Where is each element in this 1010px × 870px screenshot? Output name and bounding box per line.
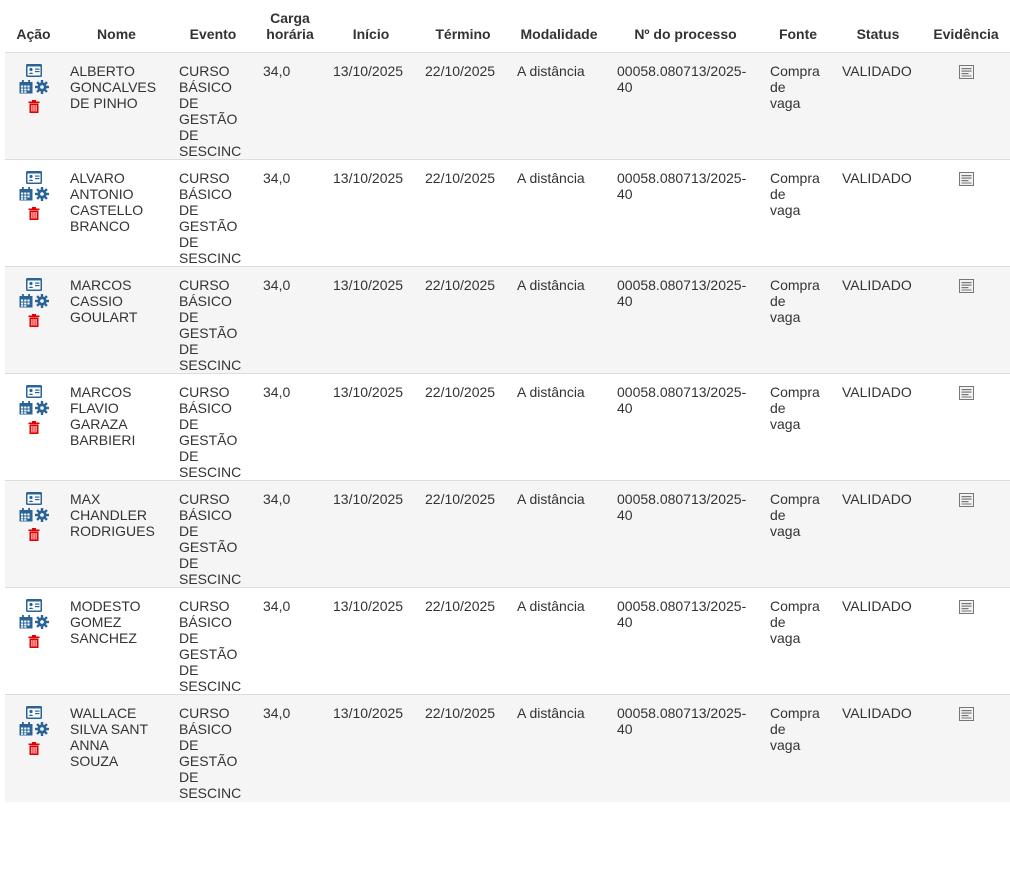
id-card-icon[interactable] xyxy=(26,278,42,291)
calendar-icon[interactable] xyxy=(19,722,33,736)
nome-line: WALLACE xyxy=(70,705,137,721)
nome-line: ANNA xyxy=(70,737,109,753)
evento-line: DE xyxy=(179,555,199,571)
evento-line: BÁSICO xyxy=(179,614,232,630)
fonte-line: de xyxy=(770,186,786,202)
inicio-cell: 13/10/2025 xyxy=(325,481,417,588)
processo-cell xyxy=(609,481,762,588)
header-evento: Evento xyxy=(171,0,255,53)
fonte-line: de xyxy=(770,79,786,95)
calendar-icon[interactable] xyxy=(19,508,33,522)
status-cell: VALIDADO xyxy=(834,588,922,695)
processo-cell xyxy=(609,160,762,267)
gear-icon[interactable] xyxy=(35,401,49,415)
evento-line: DE xyxy=(179,769,199,785)
evento-line: SESCINC xyxy=(179,357,242,373)
header-nome: Nome xyxy=(62,0,171,53)
header-status: Status xyxy=(834,0,922,53)
id-card-icon[interactable] xyxy=(26,706,42,719)
termino-cell: 22/10/2025 xyxy=(417,481,509,588)
id-card-icon[interactable] xyxy=(26,64,42,77)
participants-table xyxy=(5,0,1010,802)
inicio-cell: 13/10/2025 xyxy=(325,160,417,267)
gear-icon[interactable] xyxy=(35,294,49,308)
evidencia-cell xyxy=(922,481,1010,588)
nome-line: ANTONIO xyxy=(70,186,134,202)
evento-line: CURSO xyxy=(179,491,230,507)
inicio-cell: 13/10/2025 xyxy=(325,695,417,802)
evento-line: GESTÃO xyxy=(179,111,238,127)
nome-line: RODRIGUES xyxy=(70,523,155,539)
nome-line: MAX xyxy=(70,491,101,507)
evento-cell xyxy=(171,588,255,695)
calendar-icon[interactable] xyxy=(19,401,33,415)
evento-line: GESTÃO xyxy=(179,753,238,769)
fonte-line: de xyxy=(770,614,786,630)
evento-cell xyxy=(171,695,255,802)
fonte-line: vaga xyxy=(770,95,801,111)
id-card-icon[interactable] xyxy=(26,171,42,184)
document-icon[interactable] xyxy=(959,279,974,293)
acao-cell xyxy=(5,481,62,588)
inicio-cell: 13/10/2025 xyxy=(325,53,417,160)
evento-line: GESTÃO xyxy=(179,646,238,662)
trash-icon[interactable] xyxy=(28,421,40,434)
fonte-cell xyxy=(762,481,834,588)
evento-line: CURSO xyxy=(179,384,230,400)
nome-cell xyxy=(62,374,171,481)
processo-line: 40 xyxy=(617,400,633,416)
fonte-line: vaga xyxy=(770,523,801,539)
modalidade-cell: A distância xyxy=(509,481,609,588)
fonte-line: Compra xyxy=(770,170,820,186)
acao-cell xyxy=(5,267,62,374)
processo-line: 40 xyxy=(617,293,633,309)
fonte-line: vaga xyxy=(770,630,801,646)
evento-line: SESCINC xyxy=(179,571,242,587)
termino-cell: 22/10/2025 xyxy=(417,267,509,374)
evento-cell xyxy=(171,160,255,267)
processo-cell xyxy=(609,53,762,160)
evento-line: DE xyxy=(179,416,199,432)
nome-line: GOULART xyxy=(70,309,138,325)
header-carga-horaria xyxy=(255,0,325,53)
header-fonte: Fonte xyxy=(762,0,834,53)
table-body xyxy=(5,53,1010,802)
fonte-cell xyxy=(762,374,834,481)
nome-line: CHANDLER xyxy=(70,507,148,523)
evento-line: BÁSICO xyxy=(179,293,232,309)
nome-line: MARCOS xyxy=(70,277,132,293)
status-cell: VALIDADO xyxy=(834,374,922,481)
table-row xyxy=(5,588,1010,695)
id-card-icon[interactable] xyxy=(26,599,42,612)
nome-line: SILVA SANT xyxy=(70,721,149,737)
evento-line: DE xyxy=(179,523,199,539)
nome-line: MARCOS xyxy=(70,384,132,400)
document-icon[interactable] xyxy=(959,386,974,400)
nome-line: BRANCO xyxy=(70,218,130,234)
nome-cell xyxy=(62,481,171,588)
evidencia-cell xyxy=(922,695,1010,802)
evento-line: CURSO xyxy=(179,598,230,614)
status-cell: VALIDADO xyxy=(834,267,922,374)
acao-cell xyxy=(5,588,62,695)
header-carga-line1: Carga xyxy=(270,10,310,26)
evento-line: DE xyxy=(179,127,199,143)
fonte-cell xyxy=(762,53,834,160)
modalidade-cell: A distância xyxy=(509,588,609,695)
evidencia-cell xyxy=(922,53,1010,160)
processo-line: 40 xyxy=(617,507,633,523)
table-row xyxy=(5,695,1010,802)
evento-line: SESCINC xyxy=(179,143,242,159)
evento-line: SESCINC xyxy=(179,785,242,801)
nome-line: ALBERTO xyxy=(70,63,135,79)
evento-line: GESTÃO xyxy=(179,539,238,555)
document-icon[interactable] xyxy=(959,707,974,721)
processo-line: 00058.080713/2025- xyxy=(617,491,747,507)
nome-line: MODESTO xyxy=(70,598,141,614)
trash-icon[interactable] xyxy=(28,100,40,113)
termino-cell: 22/10/2025 xyxy=(417,53,509,160)
fonte-line: Compra xyxy=(770,491,820,507)
acao-cell xyxy=(5,695,62,802)
fonte-line: Compra xyxy=(770,277,820,293)
nome-line: FLAVIO xyxy=(70,400,119,416)
fonte-line: vaga xyxy=(770,309,801,325)
table-row xyxy=(5,53,1010,160)
fonte-cell xyxy=(762,588,834,695)
nome-line: BARBIERI xyxy=(70,432,136,448)
evento-cell xyxy=(171,53,255,160)
evento-line: DE xyxy=(179,448,199,464)
evento-line: GESTÃO xyxy=(179,432,238,448)
header-acao: Ação xyxy=(5,0,62,53)
modalidade-cell: A distância xyxy=(509,695,609,802)
carga-cell: 34,0 xyxy=(255,53,325,160)
evento-line: SESCINC xyxy=(179,678,242,694)
acao-cell xyxy=(5,374,62,481)
nome-line: CASTELLO xyxy=(70,202,144,218)
table-row xyxy=(5,160,1010,267)
processo-line: 00058.080713/2025- xyxy=(617,384,747,400)
processo-cell xyxy=(609,374,762,481)
carga-cell: 34,0 xyxy=(255,267,325,374)
gear-icon[interactable] xyxy=(35,508,49,522)
evento-line: BÁSICO xyxy=(179,79,232,95)
gear-icon[interactable] xyxy=(35,615,49,629)
id-card-icon[interactable] xyxy=(26,492,42,505)
calendar-icon[interactable] xyxy=(19,615,33,629)
calendar-icon[interactable] xyxy=(19,187,33,201)
termino-cell: 22/10/2025 xyxy=(417,160,509,267)
fonte-line: vaga xyxy=(770,202,801,218)
processo-line: 00058.080713/2025- xyxy=(617,277,747,293)
modalidade-cell: A distância xyxy=(509,160,609,267)
nome-cell xyxy=(62,588,171,695)
fonte-line: de xyxy=(770,293,786,309)
evento-line: BÁSICO xyxy=(179,400,232,416)
fonte-line: vaga xyxy=(770,737,801,753)
processo-line: 40 xyxy=(617,79,633,95)
processo-line: 40 xyxy=(617,186,633,202)
document-icon[interactable] xyxy=(959,65,974,79)
processo-line: 00058.080713/2025- xyxy=(617,63,747,79)
calendar-icon[interactable] xyxy=(19,80,33,94)
trash-icon[interactable] xyxy=(28,742,40,755)
evidencia-cell xyxy=(922,267,1010,374)
nome-line: SANCHEZ xyxy=(70,630,137,646)
evento-line: BÁSICO xyxy=(179,507,232,523)
nome-cell xyxy=(62,695,171,802)
header-evidencia: Evidência xyxy=(922,0,1010,53)
inicio-cell: 13/10/2025 xyxy=(325,588,417,695)
termino-cell: 22/10/2025 xyxy=(417,588,509,695)
evento-line: CURSO xyxy=(179,170,230,186)
id-card-icon[interactable] xyxy=(26,385,42,398)
fonte-line: Compra xyxy=(770,705,820,721)
fonte-cell xyxy=(762,695,834,802)
calendar-icon[interactable] xyxy=(19,294,33,308)
evento-line: SESCINC xyxy=(179,250,242,266)
nome-cell xyxy=(62,53,171,160)
evento-cell xyxy=(171,267,255,374)
evento-line: GESTÃO xyxy=(179,325,238,341)
evento-line: BÁSICO xyxy=(179,186,232,202)
table-header-row xyxy=(5,0,1010,53)
evento-line: DE xyxy=(179,341,199,357)
carga-cell: 34,0 xyxy=(255,695,325,802)
table-row xyxy=(5,267,1010,374)
fonte-cell xyxy=(762,160,834,267)
modalidade-cell: A distância xyxy=(509,267,609,374)
evento-cell xyxy=(171,481,255,588)
nome-line: CASSIO xyxy=(70,293,123,309)
fonte-line: vaga xyxy=(770,416,801,432)
gear-icon[interactable] xyxy=(35,722,49,736)
nome-line: GARAZA xyxy=(70,416,128,432)
evento-line: CURSO xyxy=(179,705,230,721)
evento-line: DE xyxy=(179,202,199,218)
header-modalidade: Modalidade xyxy=(509,0,609,53)
termino-cell: 22/10/2025 xyxy=(417,695,509,802)
evidencia-cell xyxy=(922,374,1010,481)
nome-line: GONCALVES xyxy=(70,79,157,95)
header-termino: Término xyxy=(417,0,509,53)
status-cell: VALIDADO xyxy=(834,695,922,802)
evento-line: GESTÃO xyxy=(179,218,238,234)
carga-cell: 34,0 xyxy=(255,588,325,695)
gear-icon[interactable] xyxy=(35,187,49,201)
fonte-line: de xyxy=(770,721,786,737)
evento-line: DE xyxy=(179,737,199,753)
modalidade-cell: A distância xyxy=(509,53,609,160)
evento-line: DE xyxy=(179,662,199,678)
termino-cell: 22/10/2025 xyxy=(417,374,509,481)
nome-line: SOUZA xyxy=(70,753,119,769)
fonte-line: de xyxy=(770,400,786,416)
processo-cell xyxy=(609,588,762,695)
trash-icon[interactable] xyxy=(28,635,40,648)
nome-line: GOMEZ xyxy=(70,614,122,630)
header-carga-line2: horária xyxy=(266,26,314,42)
carga-cell: 34,0 xyxy=(255,374,325,481)
header-inicio: Início xyxy=(325,0,417,53)
evento-line: CURSO xyxy=(179,63,230,79)
inicio-cell: 13/10/2025 xyxy=(325,267,417,374)
evidencia-cell xyxy=(922,160,1010,267)
table-row xyxy=(5,374,1010,481)
processo-line: 00058.080713/2025- xyxy=(617,598,747,614)
nome-line: ALVARO xyxy=(70,170,125,186)
document-icon[interactable] xyxy=(959,600,974,614)
nome-cell xyxy=(62,160,171,267)
status-cell: VALIDADO xyxy=(834,481,922,588)
evento-line: DE xyxy=(179,95,199,111)
nome-line: DE PINHO xyxy=(70,95,138,111)
acao-cell xyxy=(5,160,62,267)
evento-cell xyxy=(171,374,255,481)
processo-line: 40 xyxy=(617,614,633,630)
modalidade-cell: A distância xyxy=(509,374,609,481)
trash-icon[interactable] xyxy=(28,207,40,220)
fonte-cell xyxy=(762,267,834,374)
evidencia-cell xyxy=(922,588,1010,695)
gear-icon[interactable] xyxy=(35,80,49,94)
evento-line: SESCINC xyxy=(179,464,242,480)
fonte-line: Compra xyxy=(770,598,820,614)
carga-cell: 34,0 xyxy=(255,160,325,267)
nome-cell xyxy=(62,267,171,374)
processo-cell xyxy=(609,695,762,802)
evento-line: DE xyxy=(179,630,199,646)
fonte-line: Compra xyxy=(770,63,820,79)
processo-line: 00058.080713/2025- xyxy=(617,705,747,721)
processo-line: 00058.080713/2025- xyxy=(617,170,747,186)
processo-line: 40 xyxy=(617,721,633,737)
trash-icon[interactable] xyxy=(28,528,40,541)
header-processo: Nº do processo xyxy=(609,0,762,53)
document-icon[interactable] xyxy=(959,493,974,507)
document-icon[interactable] xyxy=(959,172,974,186)
evento-line: DE xyxy=(179,309,199,325)
carga-cell: 34,0 xyxy=(255,481,325,588)
fonte-line: de xyxy=(770,507,786,523)
processo-cell xyxy=(609,267,762,374)
evento-line: DE xyxy=(179,234,199,250)
acao-cell xyxy=(5,53,62,160)
trash-icon[interactable] xyxy=(28,314,40,327)
inicio-cell: 13/10/2025 xyxy=(325,374,417,481)
evento-line: CURSO xyxy=(179,277,230,293)
fonte-line: Compra xyxy=(770,384,820,400)
status-cell: VALIDADO xyxy=(834,160,922,267)
status-cell: VALIDADO xyxy=(834,53,922,160)
evento-line: BÁSICO xyxy=(179,721,232,737)
table-row xyxy=(5,481,1010,588)
